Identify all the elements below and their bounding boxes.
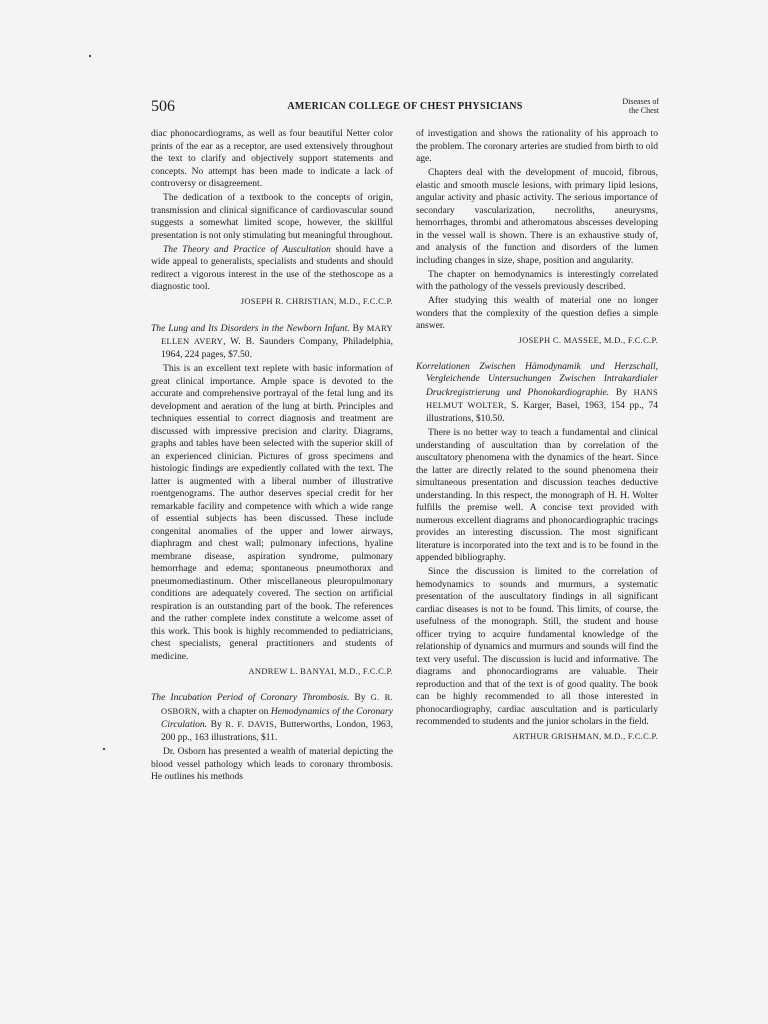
citation-by: By: [207, 719, 226, 730]
book-title: Korrelationen Zwischen Hämodynamik und Herzschall, Vergleichende Untersuchungen Zwischen Intrakardialer Druckregistrierung und Phonokardiographie.: [416, 360, 658, 398]
book-citation: [151, 322, 393, 362]
paragraph: The dedication of a textbook to the concepts of origin, transmission and clinical significance of cardiovascular sound suggests a somewhat limited scope, however, the skillful presentation is not only stimulating but meaningful throughout.: [151, 192, 393, 241]
citation-by: By: [349, 692, 371, 703]
book-title: The Theory and Practice of Auscultation: [163, 243, 331, 255]
citation-by: By: [609, 386, 634, 398]
reviewer-signature: ARTHUR GRISHMAN, M.D., F.C.C.P.: [512, 731, 658, 741]
paragraph-text: should have a wide appeal to generalists, specialists and students and should redirect a vigorous interest in the use of the stethoscope as a diagnostic tool.: [151, 243, 393, 292]
left-column: [151, 128, 393, 785]
book-title: The Lung and Its Disorders in the Newborn Infant.: [151, 322, 350, 334]
book-citation: [151, 691, 393, 744]
section-title-line1: Diseases of: [622, 97, 659, 106]
citation-by: By: [349, 322, 367, 334]
paragraph: After studying this wealth of material one no longer wonders that the complexity of the question defies a simple answer.: [416, 295, 658, 331]
paragraph: Since the discussion is limited to the correlation of hemodynamics to sounds and murmurs, a systematic presentation of the auscultatory findings in all significant cardiac diseases is not to be found. This limits, of course, the usefulness of the monograph. Still, the student and house officer trying to acquire fundamental knowledge of the relationship of dynamics and murmurs and sounds will find the text very useful. The discussion is lucid and informative. The diagrams and phonocardiograms are valuable. Their reproduction and that of the text is of good quality. The book can be highly recommended to all those interested in phonocardiography, cardiac auscultation and is particularly recommended to students and the junior scholars in the field.: [416, 566, 658, 727]
citation-text: , with a chapter on: [197, 705, 271, 717]
publication-info: , S. Karger, Basel, 1963, 154 pp., 74 illustrations, $10.50.: [426, 400, 659, 424]
chapter-author: R. F. DAVIS: [225, 719, 275, 729]
paragraph: This is an excellent text replete with basic information of great clinical importance. Ample space is devoted to the accurate and comprehensive portrayal of the fetal lung and its development and aeration of the lung at birth. Principles and techniques essential to correct diagnosis and treatment are discussed with impressive precision and clarity. Diagrams, graphs and tables have been selected with the superior skill of an experienced clinician. Pictures of gross specimens and histologic findings are expediently collated with the text. The latter is augmented with a liberal number of illustrative roentgenograms. The author deserves special credit for her remarkable facility and competence with which a wide range of essential subjects has been discussed. These include congenital anomalies of the upper and lower airways, diaphragm and chest wall; pulmonary infections, hyaline membrane disease, aspiration syndrome, pulmonary hemorrhage and edema; spontaneous pneumothorax and pneumomediastinum. Other miscellaneous pleuropulmonary conditions are adequately covered. The section on artificial respiration is an outstanding part of the book. The references and the rather complete index constitute a welcome asset of this work. This book is highly recommended to pediatricians, chest specialists, general practitioners and students of medicine.: [151, 363, 393, 662]
publication-info: , Butterworths, London, 1963, 200 pp., 163 illustrations, $11.: [161, 719, 393, 743]
paragraph: of investigation and shows the rationality of his approach to the problem. The coronary arteries are studied from birth to old age.: [416, 128, 658, 164]
page-number: 506: [151, 98, 175, 115]
book-title: The Incubation Period of Coronary Thrombosis.: [151, 692, 350, 703]
paragraph: The chapter on hemodynamics is interestingly correlated with the pathology of the vessels previously described.: [416, 268, 658, 292]
paragraph: diac phonocardiograms, as well as four beautiful Netter color prints of the ear as a receptor, are used extensively throughout the text to clarify and objectively support statements and concepts. No attempt has been made to indicate a lack of controversy or disagreement.: [151, 128, 393, 189]
chapter-title: Hemodynamics of the Coronary Circulation.: [161, 705, 393, 730]
reviewer-signature: JOSEPH R. CHRISTIAN, M.D., F.C.C.P.: [240, 296, 393, 306]
right-column: [416, 128, 658, 743]
page-header: [151, 98, 659, 120]
journal-title: AMERICAN COLLEGE OF CHEST PHYSICIANS: [287, 101, 523, 112]
book-author: G. R. OSBORN: [161, 692, 393, 716]
paragraph: Chapters deal with the development of mucoid, fibrous, elastic and smooth muscle lesions, with primary lipid lesions, angular activity and phasic activity. The serious importance of secondary vascularization, necroliths, aneurysms, hemorrhages, thrombi and atheromatous abscesses developing in the vessel wall is shown. There is an exhaustive study of, and analysis of the function and disorders of the lumen including changes in size, shape, position and angularity.: [416, 167, 658, 266]
paragraph: There is no better way to teach a fundamental and clinical understanding of auscultation than by correlation of the auscultatory phenomena with the dynamics of the heart. Since the latter are directly related to the sound phenomena their simultaneous presentation and discussion teaches deductive understanding. In this respect, the monograph of H. H. Wolter fulfills the premise well. A concise text provided with numerous excellent diagrams and phonocardiographic tracings provides an interesting discussion. The most significant literature is incorporated into the text and is to be found in the appended bibliography.: [416, 427, 658, 563]
section-title: [622, 98, 659, 115]
reviewer-signature: ANDREW L. BANYAI, M.D., F.C.C.P.: [248, 665, 393, 676]
scan-speck: [103, 748, 105, 750]
paragraph: [151, 244, 393, 294]
publication-info: , W. B. Saunders Company, Philadelphia, 1964, 224 pages, $7.50.: [161, 336, 393, 360]
paragraph: Dr. Osborn has presented a wealth of material depicting the blood vessel pathology which leads to coronary thrombosis. He outlines his methods: [151, 746, 393, 782]
scan-speck: [89, 55, 91, 57]
section-title-line2: the Chest: [629, 105, 659, 115]
book-author: MARY ELLEN AVERY: [161, 322, 393, 346]
reviewer-signature: JOSEPH C. MASSEE, M.D., F.C.C.P.: [518, 335, 658, 345]
book-author: HANS HELMUT WOLTER: [426, 386, 658, 410]
book-citation: [416, 361, 658, 426]
